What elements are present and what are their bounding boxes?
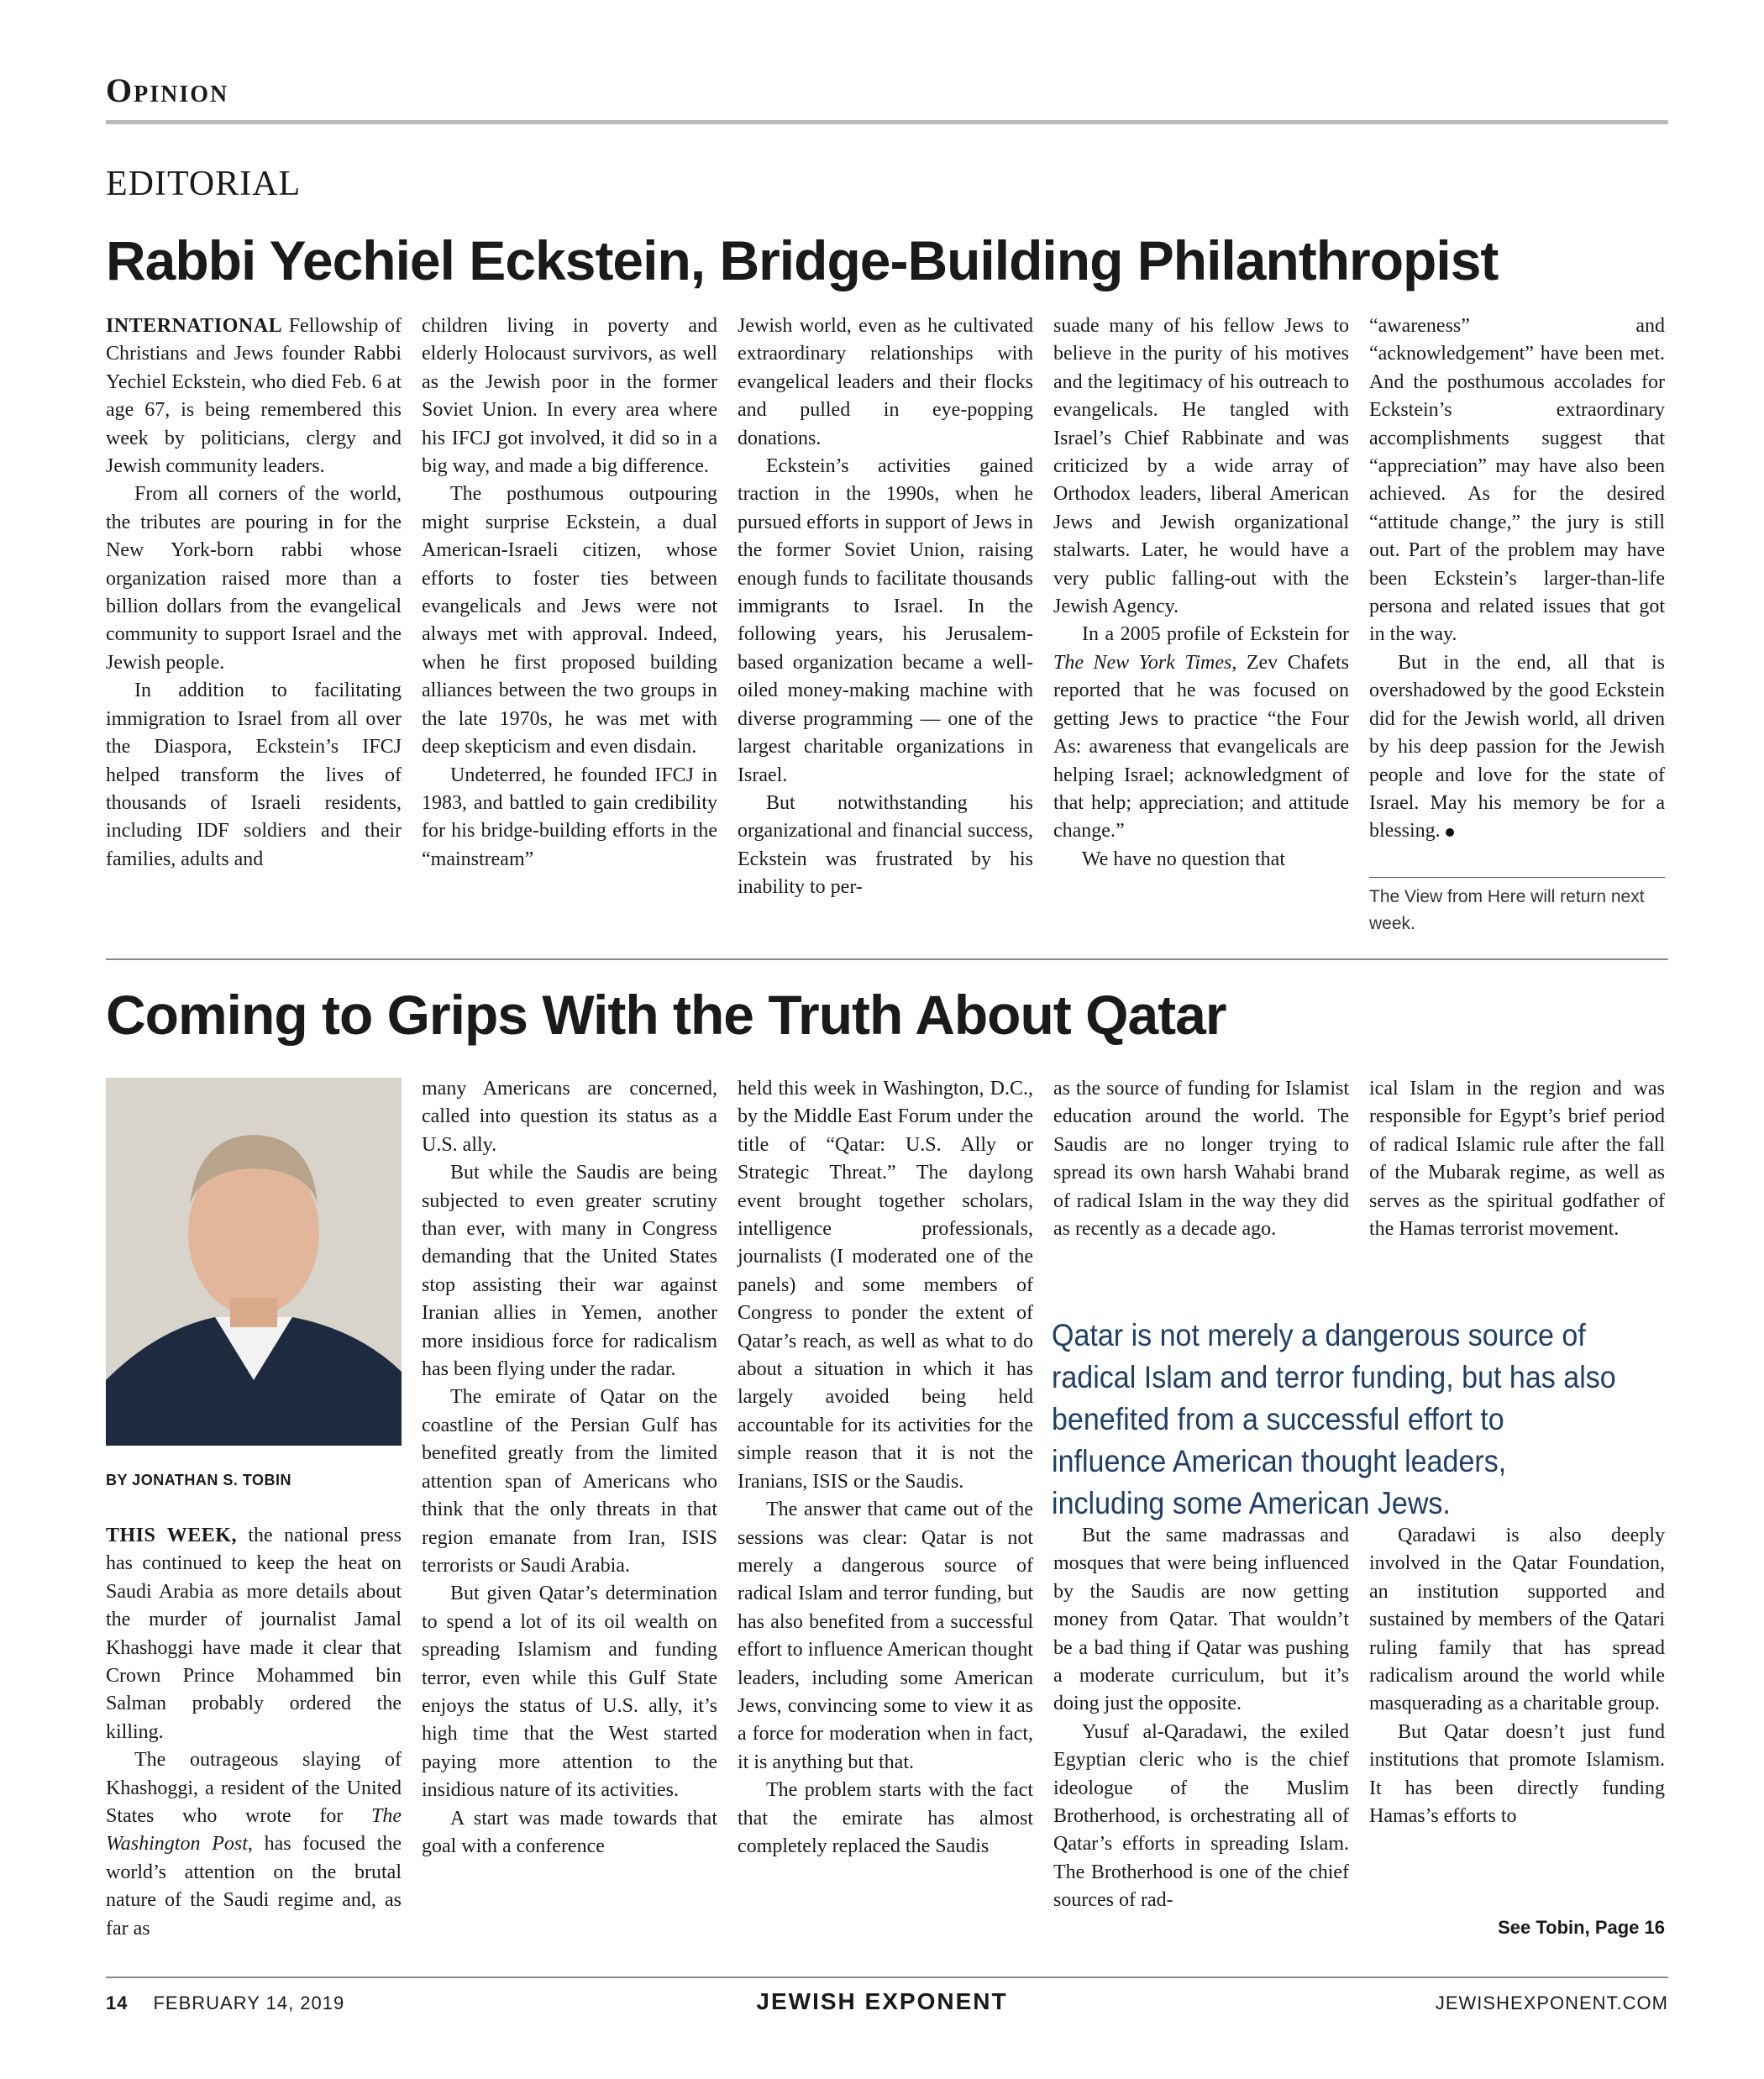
article2-paragraph: Yusuf al-Qaradawi, the exiled Egyptian cleric who is the chief ideologue of the Muslim Brotherhood, is orchestrating all of Qatar’s efforts in spreading Islam. The Brotherhood is one of the chief sources of rad- bbox=[1053, 1720, 1349, 1912]
article1-paragraph: From all corners of the world, the tributes are pouring in for the New York-born rabbi whose organization raised more than a billion dollars from the evangelical community to support Israel and the Jewish people. bbox=[106, 483, 402, 674]
article1-paragraph: “awareness” and “acknowledgement” have been met. And the posthumous accolades for Eckstein’s extraordinary accomplishments suggest that “appreciation” may have also been achieved. As for the desired “attitude change,” the jury is still out. Part of the problem may have been Eckstein’s larger-than-life persona and related issues that got in the way. bbox=[1369, 315, 1665, 646]
end-mark-icon bbox=[1446, 828, 1454, 837]
article1-paragraph: In addition to facilitating immigration to Israel from all over the Diaspora, Eckstein’s IFCJ helped transform the lives of thousands of Israeli residents, including IDF soldiers and their families, adults and bbox=[106, 680, 402, 870]
article2-paragraph: The emirate of Qatar on the coastline of the Persian Gulf has benefited greatly from the limited attention span of Americans who think that the only threats in that region emanate from Iran, ISIS terrorists or Saudi Arabia. bbox=[422, 1386, 717, 1577]
article2-paragraph: ical Islam in the region and was responsible for Egypt’s brief period of radical Islamic rule after the fall of the Mubarak regime, as well as serves as the spiritual godfather of the Hamas terrorist movement. bbox=[1369, 1078, 1665, 1241]
editorial-kicker: EDITORIAL bbox=[106, 165, 302, 203]
article1-paragraph: In a 2005 profile of Eckstein for The New York Times, Zev Chafets reported that he was focused on getting Jews to practice “the Four As: awareness that evangelicals are helping Israel; acknowledgment of that help; appreciation; and attitude change.” bbox=[1053, 623, 1350, 843]
article1-column-3 bbox=[738, 312, 1033, 902]
author-portrait-icon bbox=[106, 1078, 402, 1446]
article1-paragraph: But in the end, all that is overshadowed by the good Eckstein did for the Jewish world, all driven by his deep passion for the Jewish people and love for the state of Israel. May his memory be for a blessing. bbox=[1369, 651, 1665, 843]
article1-column-5 bbox=[1369, 312, 1665, 846]
article1-paragraph: suade many of his fellow Jews to believe in the purity of his motives and the legitimacy of his outreach to evangelicals. He tangled with Israel’s Chief Rabbinate and was criticized by a wide array of Orthodox leaders, liberal American Jews and Jewish organizational stalwarts. Later, he would have a very public falling-out with the Jewish Agency. bbox=[1053, 315, 1349, 618]
article2-headline: Coming to Grips With the Truth About Qatar bbox=[106, 984, 1226, 1046]
article1-paragraph: Jewish world, even as he cultivated extraordinary relationships with evangelical leaders and their flocks and pulled in eye-popping donations. bbox=[738, 315, 1033, 449]
article1-paragraph: children living in poverty and elderly Holocaust survivors, as well as the Jewish poor in the former Soviet Union. In every area where his IFCJ got involved, it did so in a big way, and made a big difference. bbox=[422, 315, 717, 478]
issue-date: FEBRUARY 14, 2019 bbox=[153, 1992, 345, 2013]
column-note: The View from Here will return next week. bbox=[1369, 887, 1645, 933]
pull-quote: Qatar is not merely a dangerous source of radical Islam and terror funding, but has also benefited from a successful effort to influence American thought leaders, including some American Jews. bbox=[1052, 1318, 1616, 1520]
article1-paragraph: Undeterred, he founded IFCJ in 1983, and battled to gain credibility for his bridge-building efforts in the “mainstream” bbox=[422, 764, 717, 870]
article2-column-4-bottom bbox=[1053, 1522, 1349, 1915]
page-number: 14 bbox=[106, 1992, 129, 2013]
article1-paragraph: Eckstein’s activities gained traction in the 1990s, when he pursued efforts in support of Jews in the former Soviet Union, raising enough funds to facilitate thousands immigrants to Israel. In the following years, his Jerusalem-based organization became a well-oiled money-making machine with diverse programming — one of the largest charitable organizations in Israel. bbox=[738, 455, 1033, 786]
article2-paragraph: as the source of funding for Islamist education around the world. The Saudis are no longer trying to spread its own harsh Wahabi brand of radical Islam in the way they did as recently as a decade ago. bbox=[1053, 1078, 1349, 1241]
article2-paragraph: The problem starts with the fact that the emirate has almost completely replaced the Saudis bbox=[738, 1779, 1033, 1857]
section-label: Opinion bbox=[106, 71, 229, 109]
article2-paragraph: The outrageous slaying of Khashoggi, a resident of the United States who wrote for The Washington Post, has focused the world’s attention on the brutal nature of the Saudi regime and, as far as bbox=[106, 1749, 402, 1940]
article2-paragraph: But while the Saudis are being subjected to even greater scrutiny than ever, with many in Congress demanding that the United States stop assisting their war against Iranian allies in Yemen, another more insidious force for radicalism has been flying under the radar. bbox=[422, 1162, 717, 1381]
article1-column-1 bbox=[106, 312, 402, 874]
article2-paragraph: Qaradawi is also deeply involved in the Qatar Foundation, an institution supported and sustained by members of the Qatari ruling family that has spread radicalism around the world while masquerading as a charitable group. bbox=[1369, 1525, 1665, 1715]
section-divider bbox=[106, 120, 1668, 124]
footer-divider bbox=[106, 1977, 1668, 1978]
article2-column-1 bbox=[106, 1522, 402, 1943]
article-divider bbox=[106, 958, 1668, 960]
note-divider bbox=[1369, 877, 1665, 878]
article2-column-3 bbox=[738, 1075, 1033, 1861]
article2-paragraph: The answer that came out of the sessions was clear: Qatar is not merely a dangerous source of radical Islam and terror funding, but has also benefited from a successful effort to influence American thought leaders, including some American Jews, convincing some to view it as a force for moderation when in fact, it is anything but that. bbox=[738, 1499, 1033, 1773]
website-url[interactable]: JEWISHEXPONENT.COM bbox=[1435, 1992, 1668, 2013]
article2-paragraph: A start was made towards that goal with a conference bbox=[422, 1807, 717, 1857]
byline: BY JONATHAN S. TOBIN bbox=[106, 1472, 292, 1488]
article2-paragraph: held this week in Washington, D.C., by the Middle East Forum under the title of “Qatar: U.S. Ally or Strategic Threat.” The daylong event brought together scholars, intelligence professionals, journalists (I moderated one of the panels) and some members of Congress to ponder the extent of Qatar’s reach, as well as what to do about a situation in which it has largely avoided being held accountable for its activities for the simple reason that it is not the Iranians, ISIS or the Saudis. bbox=[738, 1078, 1033, 1493]
article1-headline: Rabbi Yechiel Eckstein, Bridge-Building Philanthropist bbox=[106, 229, 1499, 291]
article2-paragraph: But the same madrassas and mosques that were being influenced by the Saudis are now getting money from Qatar. That wouldn’t be a bad thing if Qatar was pushing a moderate curriculum, but it’s doing just the opposite. bbox=[1053, 1525, 1349, 1715]
article2-column-5-bottom bbox=[1369, 1522, 1665, 1830]
continued-link[interactable]: See Tobin, Page 16 bbox=[1498, 1917, 1665, 1938]
publication-name: JEWISH EXPONENT bbox=[756, 1988, 1008, 2014]
article2-column-4-top bbox=[1053, 1075, 1349, 1243]
article1-column-2 bbox=[422, 312, 717, 874]
lead-caps: INTERNATIONAL bbox=[106, 315, 283, 337]
article2-paragraph: But Qatar doesn’t just fund institutions that promote Islamism. It has been directly funding Hamas’s efforts to bbox=[1369, 1720, 1665, 1828]
publication-title: The New York Times bbox=[1053, 651, 1232, 674]
article2-paragraph: THIS WEEK, the national press has continued to keep the heat on Saudi Arabia as more details about the murder of journalist Jamal Khashoggi have made it clear that Crown Prince Mohammed bin Salman probably ordered the killing. bbox=[106, 1525, 402, 1743]
article1-paragraph: The posthumous outpouring might surprise Eckstein, a dual American-Israeli citizen, whose efforts to foster ties between evangelicals and Jews were not always met with approval. Indeed, when he first proposed building alliances between the two groups in the late 1970s, he was met with deep skepticism and even disdain. bbox=[422, 483, 717, 759]
article1-paragraph: We have no question that bbox=[1082, 848, 1286, 870]
author-photo bbox=[106, 1078, 402, 1446]
publication-title: The Washington Post bbox=[106, 1805, 402, 1856]
article1-column-4 bbox=[1053, 312, 1349, 874]
article2-paragraph: But given Qatar’s determination to spend a lot of its oil wealth on spreading Islamism and funding terror, even while this Gulf State enjoys the status of U.S. ally, it’s high time that the West started paying more attention to the insidious nature of its activities. bbox=[422, 1583, 717, 1802]
article1-paragraph: But notwithstanding his organizational and financial success, Eckstein was frustrated by his inability to per- bbox=[738, 791, 1033, 899]
lead-caps: THIS WEEK, bbox=[106, 1525, 237, 1546]
article2-column-5-top bbox=[1369, 1075, 1665, 1243]
article1-paragraph: INTERNATIONAL Fellowship of Christians and Jews founder Rabbi Yechiel Eckstein, who died Feb. 6 at age 67, is being remembered this week by politicians, clergy and Jewish community leaders. bbox=[106, 315, 402, 478]
article2-paragraph: many Americans are concerned, called into question its status as a U.S. ally. bbox=[422, 1078, 717, 1156]
article2-column-2 bbox=[422, 1075, 717, 1861]
